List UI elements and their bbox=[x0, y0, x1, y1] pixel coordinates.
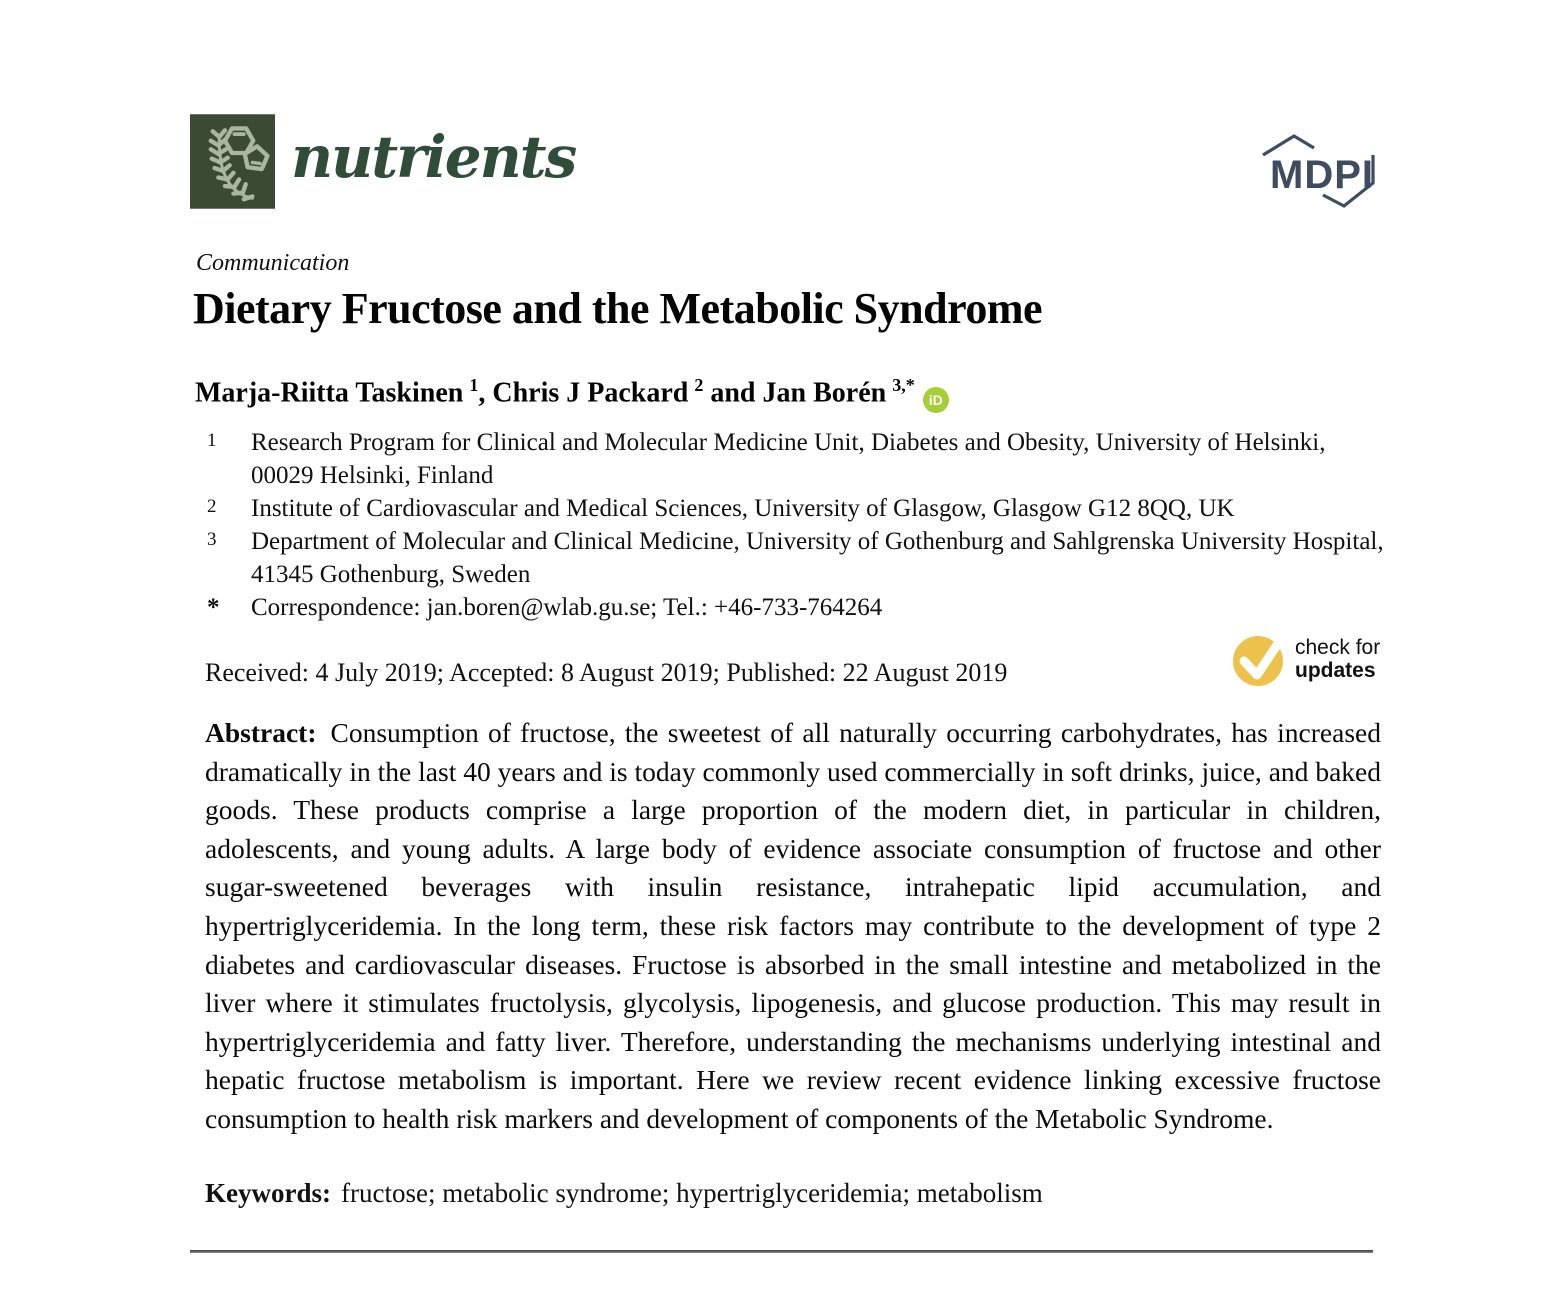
footer-divider bbox=[190, 1250, 1373, 1253]
author-1: Marja-Riitta Taskinen $^1$, bbox=[195, 375, 493, 409]
checkmark-icon bbox=[1231, 631, 1287, 687]
article-title: Dietary Fructose and the Metabolic Syndrome bbox=[193, 284, 1043, 333]
keywords-text: fructose; metabolic syndrome; hypertriglyceridemia; metabolism bbox=[340, 1178, 1043, 1208]
affiliation-1-marker: 1 bbox=[207, 430, 217, 451]
author-2-affil-sup: 2 bbox=[694, 375, 704, 395]
mdpi-hexagon-icon bbox=[1253, 126, 1379, 212]
correspondence-row bbox=[205, 591, 1390, 624]
dates-line: Received: 4 July 2019; Accepted: 8 August 2019; Published: 22 August 2019 bbox=[205, 658, 1008, 687]
affiliation-1 bbox=[205, 426, 1390, 492]
mdpi-logo bbox=[1253, 126, 1379, 217]
affiliations-list bbox=[205, 426, 1390, 624]
affiliation-2-text: Institute of Cardiovascular and Medical Sciences, University of Glasgow, Glasgow G12 8QQ, UK bbox=[251, 495, 1235, 522]
journal-name: nutrients bbox=[291, 122, 576, 191]
authors-line bbox=[195, 375, 949, 409]
abstract-paragraph bbox=[205, 714, 1381, 1139]
keywords-label: Keywords: bbox=[205, 1178, 331, 1208]
affiliation-3-text: Department of Molecular and Clinical Medicine, University of Gothenburg and Sahlgrenska University Hospital, 41345 Gothenburg, Sweden bbox=[251, 528, 1384, 588]
article-type: Communication bbox=[196, 250, 350, 276]
affiliation-3-marker: 3 bbox=[207, 529, 217, 550]
check-for-updates-label: check for updates bbox=[1295, 636, 1381, 682]
correspondence-text: Correspondence: jan.boren@wlab.gu.se; Tel.: +46-733-764264 bbox=[251, 594, 883, 621]
author-2: Chris J Packard $^2$ and bbox=[492, 375, 763, 409]
nutrients-wheat-molecule-icon bbox=[190, 114, 275, 209]
affiliation-2 bbox=[205, 492, 1390, 525]
abstract-label: Abstract: bbox=[205, 717, 317, 748]
author-3-affil-sup: 3,* bbox=[892, 375, 915, 395]
author-3: Jan Borén $^{3,*}$ bbox=[762, 375, 915, 409]
affiliation-1-text: Research Program for Clinical and Molecular Medicine Unit, Diabetes and Obesity, University of Helsinki, 00029 Helsinki, Finland bbox=[251, 429, 1326, 489]
author-1-affil-sup: 1 bbox=[469, 375, 479, 395]
affiliation-2-marker: 2 bbox=[207, 496, 217, 517]
publisher-name: MDPI bbox=[1270, 153, 1374, 197]
nutrients-logo bbox=[190, 114, 575, 209]
affiliation-3 bbox=[205, 525, 1390, 591]
orcid-icon[interactable]: iD bbox=[923, 387, 949, 413]
abstract-text: Consumption of fructose, the sweetest of all naturally occurring carbohydrates, has increased dramatically in the last 40 years and is today commonly used commercially in soft drinks, juice, and baked goods. These products comprise a large proportion of the modern diet, in particular in children, adolescents, and young adults. A large body of evidence associate consumption of fructose and other sugar-sweetened beverages with insulin resistance, intrahepatic lipid accumulation, and hypertriglyceridemia. In the long term, these risk factors may contribute to the development of type 2 diabetes and cardiovascular diseases. Fructose is absorbed in the small intestine and metabolized in the liver where it stimulates fructolysis, glycolysis, lipogenesis, and glucose production. This may result in hypertriglyceridemia and fatty liver. Therefore, understanding the mechanisms underlying intestinal and hepatic fructose metabolism is important. Here we review recent evidence linking excessive fructose consumption to health risk markers and development of components of the Metabolic Syndrome. bbox=[205, 717, 1381, 1134]
keywords-line bbox=[205, 1178, 1381, 1209]
correspondence-marker: * bbox=[207, 594, 220, 621]
check-for-updates-badge[interactable] bbox=[1231, 631, 1380, 687]
